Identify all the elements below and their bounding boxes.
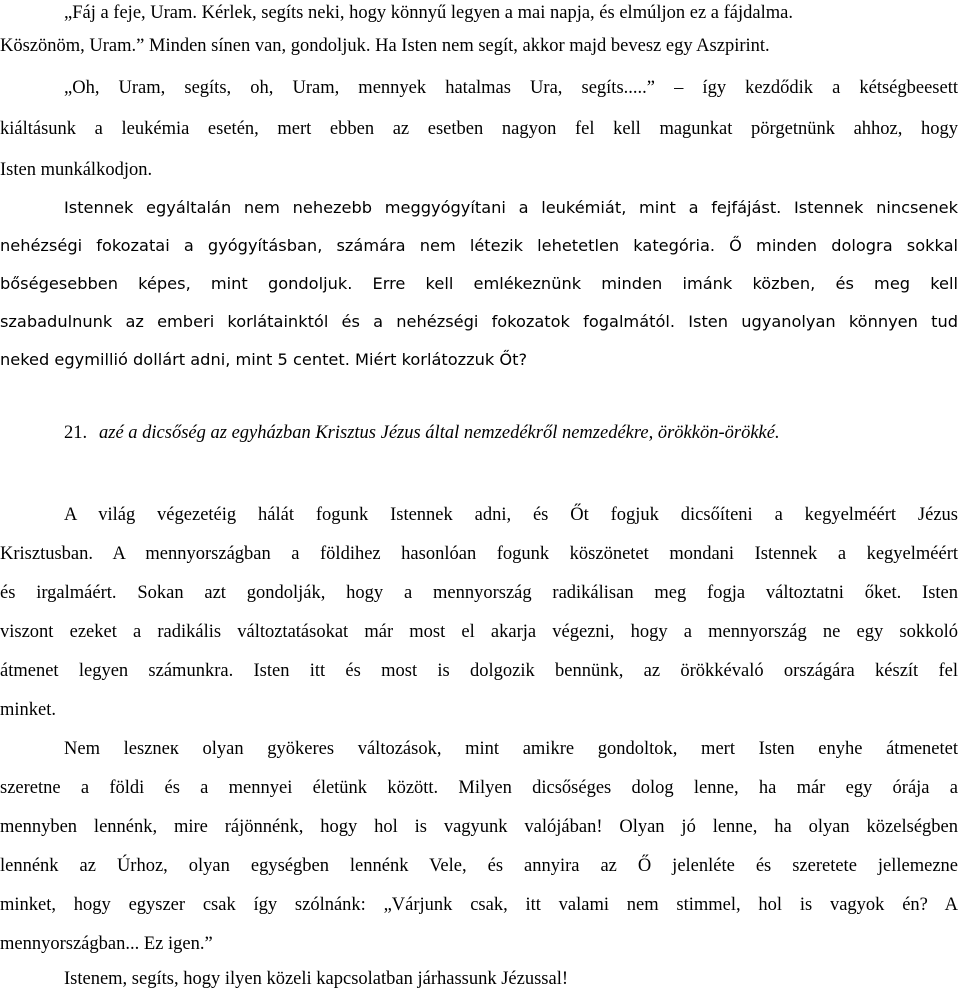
paragraph-1-line-1: „Fáj a feje, Uram. Kérlek, segíts neki, hogy könnyű legyen a mai napja, és elmúljon ez a fájdalma. bbox=[64, 3, 793, 23]
paragraph-4-line-4: viszont ezeket a radikális változtatásokat már most el akarja végezni, hogy a mennyország ne egy sokkoló bbox=[0, 622, 958, 642]
paragraph-5-line-5: minket, hogy egyszer csak így szólnánk: „Várjunk csak, itt valami nem stimmel, hol is vagyok én? A bbox=[0, 895, 958, 915]
paragraph-1-line-2: Köszönöm, Uram.” Minden sínen van, gondoljuk. Ha Isten nem segít, akkor majd bevesz egy Aszpirint. bbox=[0, 36, 770, 56]
paragraph-4-line-5: átmenet legyen számunkra. Isten itt és most is dolgozik bennünk, az örökkévaló országára készít fel bbox=[0, 661, 958, 681]
paragraph-2-line-3: Isten munkálkodjon. bbox=[0, 160, 153, 180]
paragraph-2-line-2: kiáltásunk a leukémia esetén, mert ebben az esetben nagyon fel kell magunkat pörgetnünk ahhoz, hogy bbox=[0, 119, 958, 139]
paragraph-2-line-1: „Oh, Uram, segíts, oh, Uram, mennyek hatalmas Ura, segíts.....” – így kezdődik a kétségbeesett bbox=[64, 78, 958, 98]
paragraph-3-line-2: nehézségi fokozatai a gyógyításban, számára nem létezik lehetetlen kategória. Ő minden dologra sokkal bbox=[0, 236, 958, 255]
paragraph-4-line-3: és irgalmáért. Sokan azt gondolják, hogy a mennyország radikálisan meg fogja változtatni őket. Isten bbox=[0, 583, 958, 603]
paragraph-3-line-3: bőségesebben képes, mint gondoljuk. Erre kell emlékeznünk minden imánk közben, és meg kell bbox=[0, 274, 958, 293]
verse-number: 21. bbox=[64, 423, 88, 443]
paragraph-5-line-4: lennénk az Úrhoz, olyan egységben lennénk Vele, és annyira az Ő jelenléte és szeretete jellemezne bbox=[0, 856, 958, 876]
paragraph-4-line-2: Krisztusban. A mennyországban a földihez hasonlóan fogunk köszönetet mondani Istennek a kegyelméért bbox=[0, 544, 958, 564]
paragraph-3-line-1: Istennek egyáltalán nem nehezebb meggyógyítani a leukémiát, mint a fejfájást. Istennek nincsenek bbox=[64, 198, 958, 217]
paragraph-3-line-4: szabadulnunk az emberi korlátainktól és a nehézségi fokozatok fogalmától. Isten ugyanolyan könnyen tud bbox=[0, 312, 958, 331]
verse-text: azé a dicsőség az egyházban Krisztus Jézus által nemzedékről nemzedékre, örökkön-örökké. bbox=[99, 423, 780, 443]
closing-prayer-line: Istenem, segíts, hogy ilyen közeli kapcsolatban járhassunk Jézussal! bbox=[64, 969, 568, 989]
paragraph-4-line-1: A világ végezetéig hálát fogunk Istennek adni, és Őt fogjuk dicsőíteni a kegyelméért Jézus bbox=[64, 505, 958, 525]
paragraph-3-line-5: neked egymillió dollárt adni, mint 5 centet. Miért korlátozzuk Őt? bbox=[0, 350, 528, 369]
paragraph-5-line-2: szeretne a földi és a mennyei életünk között. Milyen dicsőséges dolog lenne, ha már egy órája a bbox=[0, 778, 958, 798]
paragraph-5-line-3: mennyben lennénk, mire rájönnénk, hogy hol is vagyunk valójában! Olyan jó lenne, ha olyan közelségben bbox=[0, 817, 958, 837]
paragraph-5-line-6: mennyországban... Ez igen.” bbox=[0, 934, 213, 954]
paragraph-5-line-1: Nem leszneк olyan gyökeres változások, mint amikre gondoltok, mert Isten enyhe átmenetet bbox=[64, 739, 958, 759]
paragraph-4-line-6: minket. bbox=[0, 700, 57, 720]
